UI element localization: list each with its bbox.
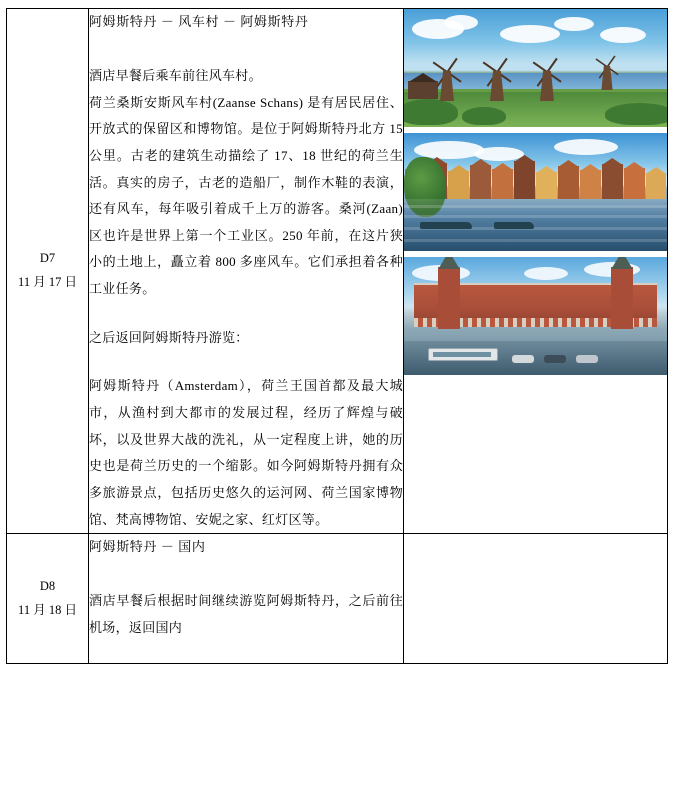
bush-shape bbox=[404, 99, 458, 125]
windmill-icon bbox=[601, 66, 612, 90]
itinerary-title: 阿姆斯特丹 － 国内 bbox=[89, 539, 206, 555]
day-date: 11 月 18 日 bbox=[18, 602, 77, 617]
amsterdam-centraal-station-photo bbox=[404, 257, 667, 375]
cloud-shape bbox=[554, 17, 594, 31]
itinerary-paragraph-1: 酒店早餐后乘车前往风车村。 bbox=[89, 68, 262, 83]
vehicle-shape bbox=[512, 355, 534, 363]
description-cell bbox=[89, 9, 404, 534]
cloud-shape bbox=[554, 139, 618, 155]
vehicle-shape bbox=[544, 355, 566, 363]
cloud-shape bbox=[444, 15, 478, 30]
bush-shape bbox=[605, 103, 667, 125]
boat-shape bbox=[420, 222, 472, 229]
itinerary-paragraph-3: 之后返回阿姆斯特丹游览： bbox=[89, 329, 249, 345]
paragraph-spacer bbox=[89, 566, 403, 588]
canal-house bbox=[580, 170, 601, 199]
table-row bbox=[7, 9, 668, 534]
cloud-shape bbox=[474, 147, 524, 161]
canal-house bbox=[558, 166, 579, 199]
amsterdam-canal-houses-photo bbox=[404, 133, 667, 251]
station-tower bbox=[438, 267, 460, 329]
itinerary-paragraph-1: 酒店早餐后根据时间继续游览阿姆斯特丹，之后前往机场，返回国内 bbox=[89, 593, 403, 635]
cloud-shape bbox=[600, 27, 646, 43]
image-cell bbox=[404, 9, 668, 534]
itinerary-paragraph-2: 荷兰桑斯安斯风车村(Zaanse Schans) 是有居民居住、开放式的保留区和博物馆。是位于阿姆斯特丹北方 15 公里。古老的建筑生动描绘了 17、18 世纪的荷兰生活。真实的房子，古老的造船厂，制作木鞋的表演，还有风车，每年吸引着成千上万的游客。桑河(Zaan)区也许是世界上第一个工业区。250 年前，在这片狭小的土地上，矗立着 800 多座风车。它们承担着各种工业任务。 bbox=[89, 94, 403, 297]
paragraph-spacer bbox=[89, 351, 403, 373]
paragraph-spacer bbox=[89, 303, 403, 325]
canal-house bbox=[448, 171, 469, 199]
day-code: D7 bbox=[39, 251, 56, 266]
canal-house bbox=[624, 168, 645, 199]
table-row bbox=[7, 534, 668, 664]
canal-house bbox=[492, 169, 513, 199]
itinerary-table bbox=[6, 8, 668, 664]
zaanse-schans-windmills-photo bbox=[404, 9, 667, 127]
description-cell bbox=[89, 534, 404, 664]
windmill-icon bbox=[540, 71, 554, 101]
canal-house bbox=[602, 164, 623, 199]
tram-shape bbox=[428, 348, 498, 361]
station-tower bbox=[611, 267, 633, 329]
canal-house bbox=[514, 161, 535, 199]
image-cell bbox=[404, 534, 668, 664]
day-cell bbox=[7, 534, 89, 664]
itinerary-title: 阿姆斯特丹 － 风车村 － 阿姆斯特丹 bbox=[89, 14, 309, 29]
paragraph-spacer bbox=[89, 41, 403, 63]
cloud-shape bbox=[524, 267, 568, 280]
boat-shape bbox=[494, 222, 534, 229]
day-date: 11 月 17 日 bbox=[18, 275, 77, 290]
day-code: D8 bbox=[39, 579, 56, 593]
canal-house bbox=[536, 172, 557, 199]
bush-shape bbox=[462, 107, 506, 125]
vehicle-shape bbox=[576, 355, 598, 363]
itinerary-paragraph-4: 阿姆斯特丹（Amsterdam），荷兰王国首都及最大城市，从渔村到大都市的发展过程，经历了辉煌与破坏，以及世界大战的洗礼，从一定程度上讲，她的历史也是荷兰历史的一个缩影。如今阿姆斯特丹拥有众多旅游景点，包括历史悠久的运河网、荷兰国家博物馆、梵高博物馆、安妮之家、红灯区等。 bbox=[89, 378, 403, 527]
windmill-icon bbox=[440, 71, 454, 101]
cloud-shape bbox=[500, 25, 560, 43]
day-cell bbox=[7, 9, 89, 534]
canal-house bbox=[470, 165, 491, 199]
windmill-icon bbox=[490, 71, 504, 101]
canal-house bbox=[646, 173, 667, 199]
